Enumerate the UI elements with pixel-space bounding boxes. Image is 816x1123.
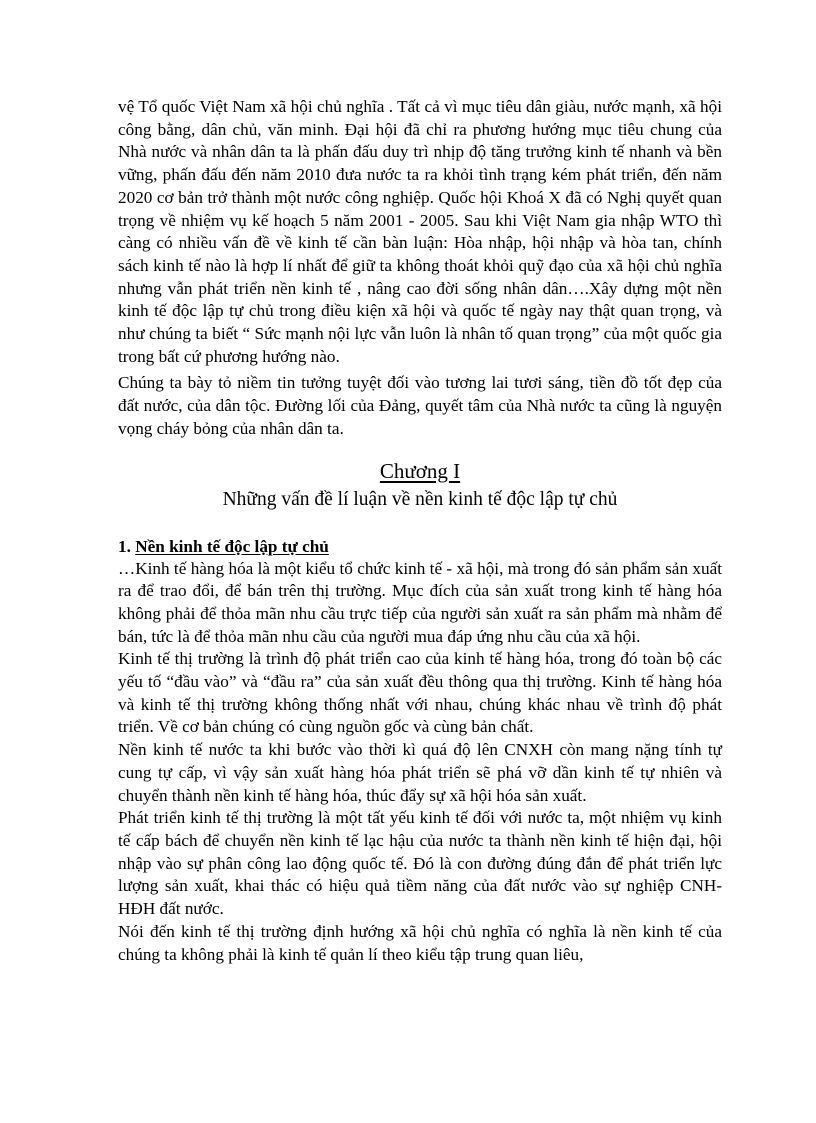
section-paragraph-3: Nền kinh tế nước ta khi bước vào thời kì quá độ lên CNXH còn mang nặng tính tự cung tự cấp, vì vậy sản xuất hàng hóa phát triển sẽ phá vỡ dần kinh tế tự nhiên và chuyển thành nền kinh tế hàng hóa, thúc đẩy sự xã hội hóa sản xuất. [118, 740, 722, 805]
section-paragraph-2: Kinh tế thị trường là trình độ phát triển cao của kinh tế hàng hóa, trong đó toàn bộ các yếu tố “đầu vào” và “đầu ra” của sản xuất đều thông qua thị trường. Kinh tế hàng hóa và kinh tế thị trường không thống nhất với nhau, chúng khác nhau về trình độ phát triển. Về cơ bản chúng có cùng nguồn gốc và cùng bản chất. [118, 649, 722, 737]
chapter-title: Chương I [379, 458, 461, 483]
chapter-header [118, 458, 722, 512]
intro-paragraph-2: Chúng ta bày tỏ niềm tin tưởng tuyệt đối vào tương lai tươi sáng, tiền đồ tốt đẹp của đất nước, của dân tộc. Đường lối của Đảng, quyết tâm của Nhà nước ta cũng là nguyện vọng cháy bỏng của nhân dân ta. [118, 373, 722, 438]
intro-paragraph-1: vệ Tổ quốc Việt Nam xã hội chủ nghĩa . Tất cả vì mục tiêu dân giàu, nước mạnh, xã hội công bằng, dân chủ, văn minh. Đại hội đã chỉ ra phương hướng mục tiêu chung của Nhà nước và nhân dân ta là phấn đấu duy trì nhịp độ tăng trưởng kinh tế nhanh và bền vững, phấn đấu đến năm 2010 đưa nước ta ra khỏi tình trạng kém phát triển, đến năm 2020 cơ bản trở thành một nước công nghiệp. Quốc hội Khoá X đã có Nghị quyết quan trọng về nhiệm vụ kế hoạch 5 năm 2001 - 2005. Sau khi Việt Nam gia nhập WTO thì càng có nhiều vấn đề về kinh tế cần bàn luận: Hòa nhập, hội nhập và hòa tan, chính sách kinh tế nào là hợp lí nhất để giữ ta không thoát khỏi quỹ đạo của xã hội chủ nghĩa nhưng vẫn phát triển nền kinh tế , nâng cao đời sống nhân dân….Xây dựng một nền kinh tế độc lập tự chủ trong điều kiện xã hội và quốc tế ngày nay thật quan trọng, và như chúng ta biết “ Sức mạnh nội lực vẫn luôn là nhân tố quan trọng” của một quốc gia trong bất cứ phương hướng nào. [118, 97, 722, 366]
document-page [118, 96, 722, 966]
section-paragraph-4: Phát triển kinh tế thị trường là một tất yếu kinh tế đối với nước ta, một nhiệm vụ kinh tế cấp bách để chuyển nền kinh tế lạc hậu của nước ta thành nền kinh tế hiện đại, hội nhập vào sự phân công lao động quốc tế. Đó là con đường đúng đắn để phát triển lực lượng sản xuất, khai thác có hiệu quả tiềm năng của đất nước vào sự nghiệp CNH- HĐH đất nước. [118, 808, 722, 919]
section-paragraph-5: Nói đến kinh tế thị trường định hướng xã hội chủ nghĩa có nghĩa là nền kinh tế của chúng ta không phải là kinh tế quản lí theo kiểu tập trung quan liêu, [118, 921, 722, 964]
section-number: 1. [118, 536, 131, 556]
section-heading-text: Nền kinh tế độc lập tự chủ [135, 536, 329, 556]
section-paragraph-1: …Kinh tế hàng hóa là một kiểu tổ chức kinh tế - xã hội, mà trong đó sản phẩm sản xuất ra để trao đổi, để bán trên thị trường. Mục đích của sản xuất trong kinh tế hàng hóa không phải để thỏa mãn nhu cầu trực tiếp của người sản xuất ra sản phẩm mà nhằm để bán, tức là để thỏa mãn nhu cầu của người mua đáp ứng nhu cầu của xã hội. [118, 558, 722, 646]
section-heading [118, 536, 722, 558]
chapter-subtitle: Những vấn đề lí luận về nền kinh tế độc lập tự chủ [222, 488, 618, 510]
